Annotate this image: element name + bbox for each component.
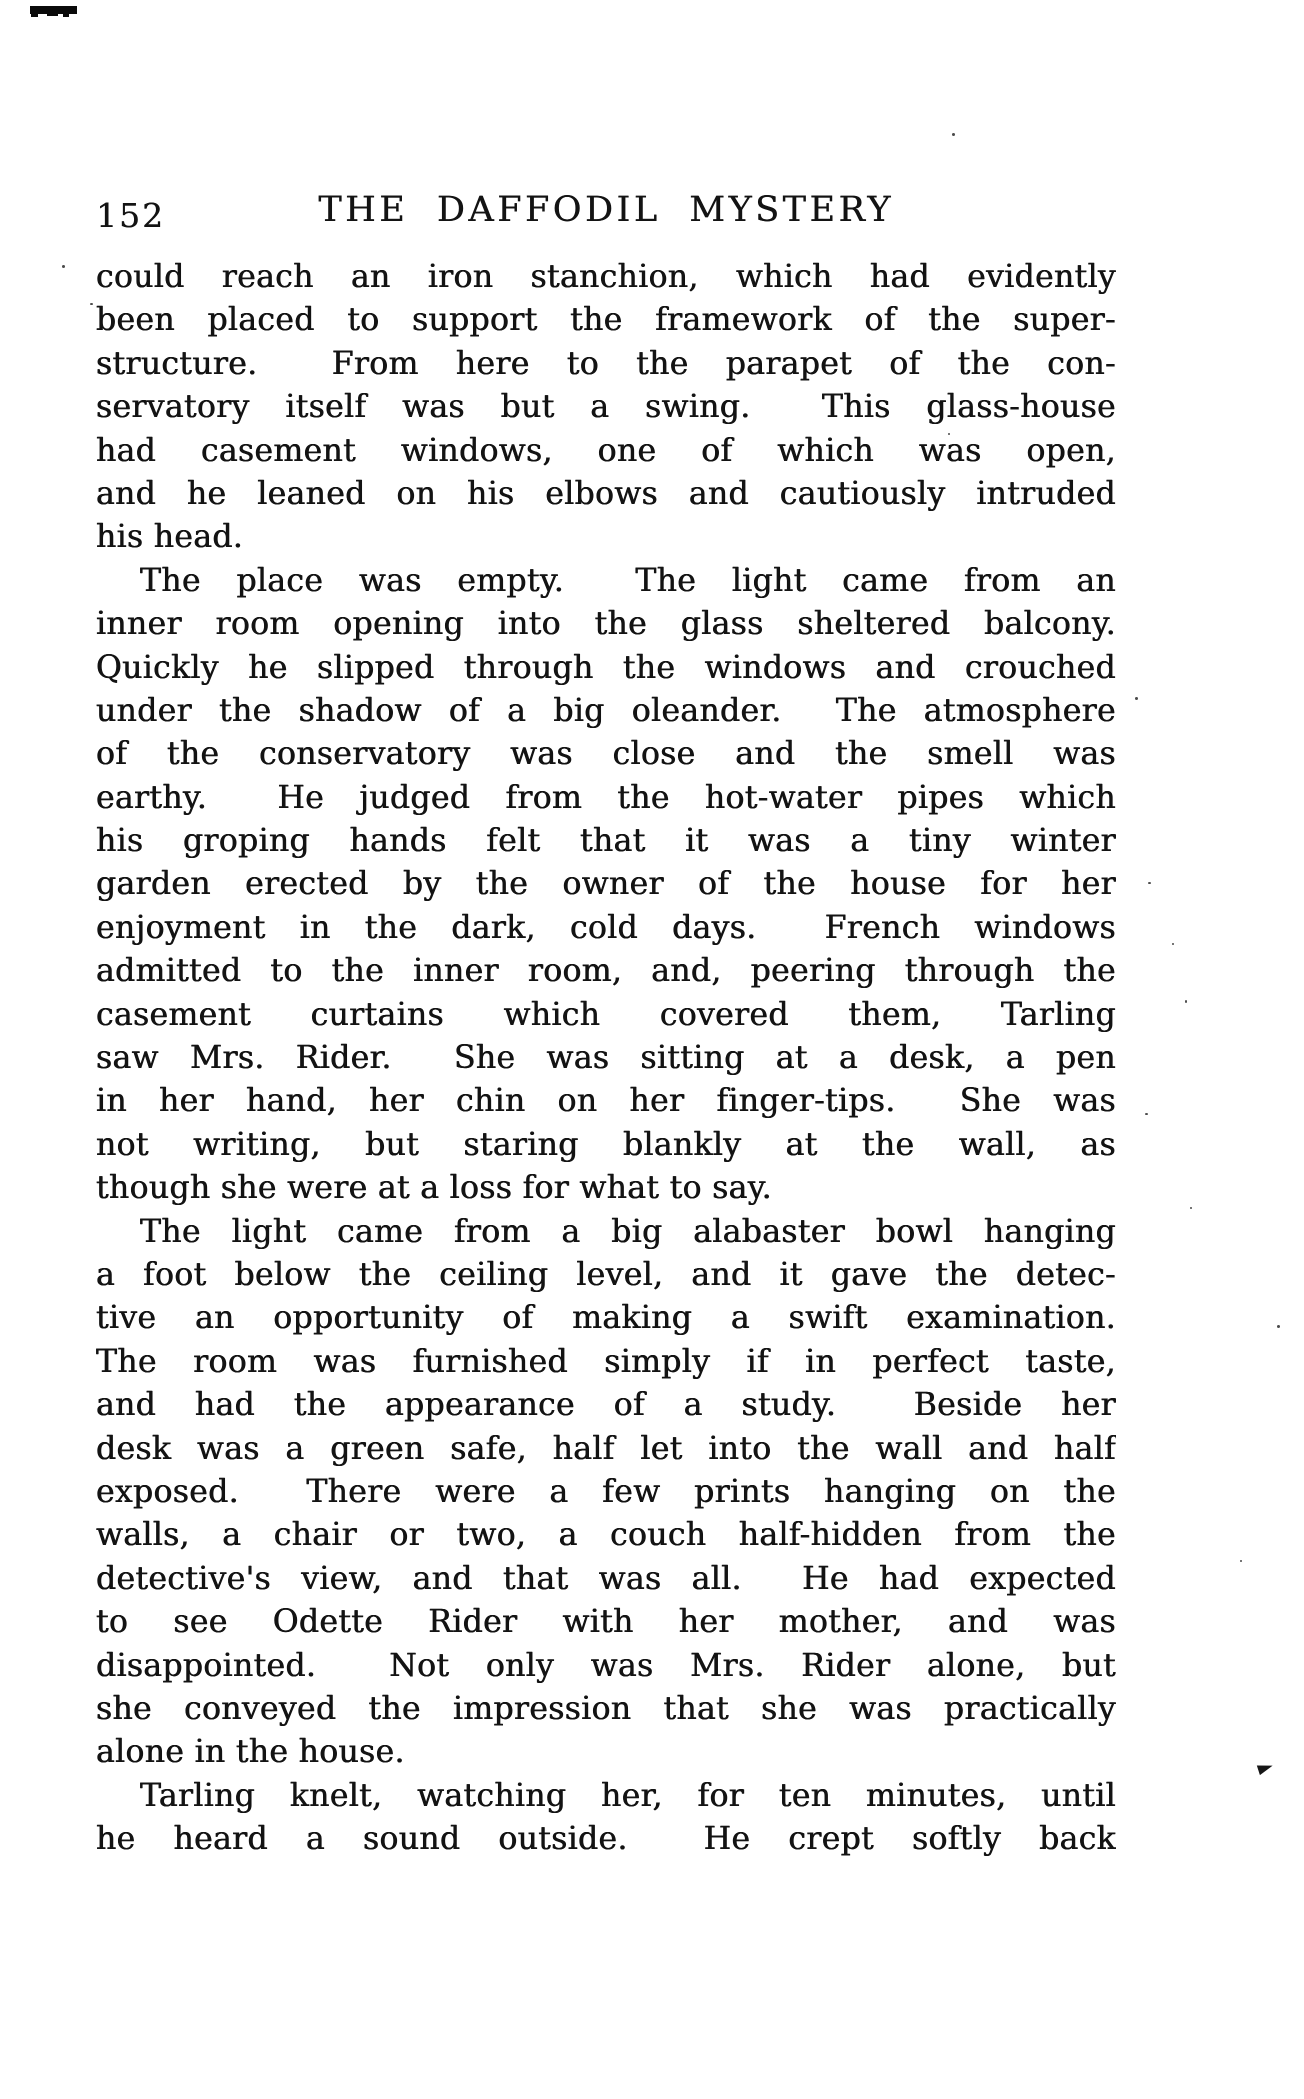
page-number: 152 (96, 196, 165, 235)
paragraph (96, 560, 1116, 1211)
text-line: walls, a chair or two, a couch half-hidden from the (96, 1517, 1116, 1554)
text-line: Tarling knelt, watching her, for ten minutes, until (140, 1777, 1116, 1814)
text-line: enjoyment in the dark, cold days. French windows (96, 909, 1116, 946)
text-line: detective's view, and that was all. He had expected (96, 1560, 1116, 1597)
text-line: and had the appearance of a study. Beside her (96, 1387, 1116, 1424)
ink-smudge-fleck (47, 14, 58, 16)
text-line: to see Odette Rider with her mother, and was (96, 1604, 1116, 1641)
running-header (96, 190, 1116, 238)
scan-speck (1172, 943, 1174, 945)
ink-smudge-fleck (31, 14, 38, 17)
text-block (96, 256, 1116, 1861)
text-line: his groping hands felt that it was a tiny winter (96, 823, 1116, 860)
text-line: she conveyed the impression that she was practically (96, 1690, 1116, 1727)
scan-speck (1145, 1113, 1148, 1115)
scan-speck (90, 303, 93, 305)
text-line: inner room opening into the glass sheltered balcony. (96, 606, 1116, 643)
scan-speck (62, 265, 65, 268)
scan-speck (1240, 1560, 1242, 1562)
text-line: desk was a green safe, half let into the wall and half (96, 1430, 1116, 1467)
scan-speck (1148, 882, 1151, 884)
text-line: admitted to the inner room, and, peering through the (96, 953, 1116, 990)
text-line: of the conservatory was close and the smell was (96, 736, 1116, 773)
page-title: THE DAFFODIL MYSTERY (318, 190, 894, 230)
margin-arrow-mark (1257, 1761, 1274, 1775)
scan-speck (952, 133, 955, 136)
text-line: though she were at a loss for what to say. (96, 1170, 772, 1207)
text-line: under the shadow of a big oleander. The atmosphere (96, 692, 1116, 729)
ink-smudge-fleck (63, 14, 69, 17)
scan-speck (1185, 1000, 1187, 1003)
scan-speck (1190, 1207, 1192, 1209)
text-line: earthy. He judged from the hot-water pipes which (96, 779, 1116, 816)
text-line: saw Mrs. Rider. She was sitting at a desk, a pen (96, 1040, 1116, 1077)
text-line: casement curtains which covered them, Tarling (96, 996, 1116, 1033)
text-line: a foot below the ceiling level, and it gave the detec- (96, 1256, 1116, 1293)
text-line: garden erected by the owner of the house for her (96, 866, 1116, 903)
text-line: not writing, but staring blankly at the wall, as (96, 1126, 1116, 1163)
text-line: tive an opportunity of making a swift examination. (96, 1300, 1116, 1337)
text-line: in her hand, her chin on her finger-tips. She was (96, 1083, 1116, 1120)
scan-speck (1135, 697, 1138, 700)
text-line: alone in the house. (96, 1734, 405, 1771)
paragraph (96, 1211, 1116, 1775)
text-line: been placed to support the framework of the super- (96, 302, 1116, 339)
text-line: structure. From here to the parapet of the con- (96, 345, 1116, 382)
scan-speck (1277, 1325, 1280, 1328)
text-line: The room was furnished simply if in perfect taste, (96, 1343, 1116, 1380)
text-line: had casement windows, one of which was open, (96, 432, 1116, 469)
text-line: The place was empty. The light came from an (140, 562, 1116, 599)
text-line: disappointed. Not only was Mrs. Rider alone, but (96, 1647, 1116, 1684)
text-line: he heard a sound outside. He crept softly back (96, 1821, 1116, 1858)
text-line: servatory itself was but a swing. This glass-house (96, 389, 1116, 426)
paragraph (96, 256, 1116, 560)
text-line: his head. (96, 519, 244, 556)
paragraph (96, 1775, 1116, 1862)
text-line: and he leaned on his elbows and cautiously intruded (96, 475, 1116, 512)
text-line: Quickly he slipped through the windows and crouched (96, 649, 1116, 686)
text-line: could reach an iron stanchion, which had evidently (96, 259, 1116, 295)
ink-smudge-bar (30, 6, 77, 14)
text-line: exposed. There were a few prints hanging on the (96, 1473, 1116, 1510)
text-line: The light came from a big alabaster bowl hanging (140, 1213, 1116, 1250)
